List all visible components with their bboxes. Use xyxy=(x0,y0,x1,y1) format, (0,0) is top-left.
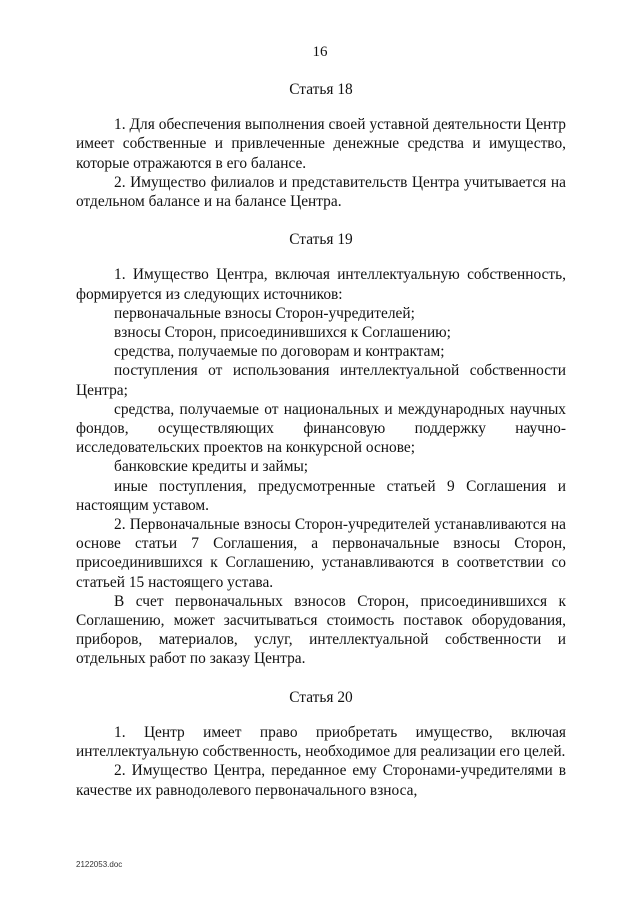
article-19-paragraph-2: 2. Первоначальные взносы Сторон-учредителей устанавливаются на основе статьи 7 Соглашения, а первоначальные взносы Сторон, присоединившихся к Соглашению, устанавливаются в соответствии со статьей 15 настоящего устава. xyxy=(76,516,566,591)
document-body xyxy=(76,80,566,800)
article-19-list-item-7: иные поступления, предусмотренные статьей 9 Соглашения и настоящим уставом. xyxy=(76,477,566,514)
article-20-paragraph-2: 2. Имущество Центра, переданное ему Сторонами-учредителями в качестве их равнодолевого первоначального взноса, xyxy=(76,762,566,799)
document-filename: 2122053.doc xyxy=(76,860,123,869)
article-19-paragraph-1: 1. Имущество Центра, включая интеллектуальную собственность, формируется из следующих источников: xyxy=(76,266,566,303)
article-19-list-item-5: средства, получаемые от национальных и международных научных фондов, осуществляющих финансовую поддержку научно-исследовательских проектов на конкурсной основе; xyxy=(76,400,566,457)
article-19-list-item-2: взносы Сторон, присоединившихся к Соглашению; xyxy=(114,324,451,342)
article-18-paragraph-1: 1. Для обеспечения выполнения своей уставной деятельности Центр имеет собственные и привлеченные денежные средства и имущество, которые отражаются в его балансе. xyxy=(76,116,566,172)
article-19-paragraph-3: В счет первоначальных взносов Сторон, присоединившихся к Соглашению, может засчитываться стоимость поставок оборудования, приборов, материалов, услуг, интеллектуальной собственности и отдельных работ по заказу Центра. xyxy=(76,592,566,668)
article-20-paragraph-1: 1. Центр имеет право приобретать имущество, включая интеллектуальную собственность, необходимое для реализации его целей. xyxy=(76,723,566,761)
article-19-list-item-4: поступления от использования интеллектуальной собственности Центра; xyxy=(76,362,566,399)
page-number: 16 xyxy=(312,44,328,60)
article-18-paragraph-2: 2. Имущество филиалов и представительств Центра учитывается на отдельном балансе и на балансе Центра. xyxy=(76,173,566,211)
article-19-heading: Статья 19 xyxy=(289,231,353,249)
article-19-list-item-6: банковские кредиты и займы; xyxy=(114,458,309,476)
article-19-list-item-1: первоначальные взносы Сторон-учредителей; xyxy=(114,304,415,322)
article-19-list-item-3: средства, получаемые по договорам и контрактам; xyxy=(114,343,445,361)
article-20-heading: Статья 20 xyxy=(289,688,353,706)
article-18-heading: Статья 18 xyxy=(289,81,353,98)
